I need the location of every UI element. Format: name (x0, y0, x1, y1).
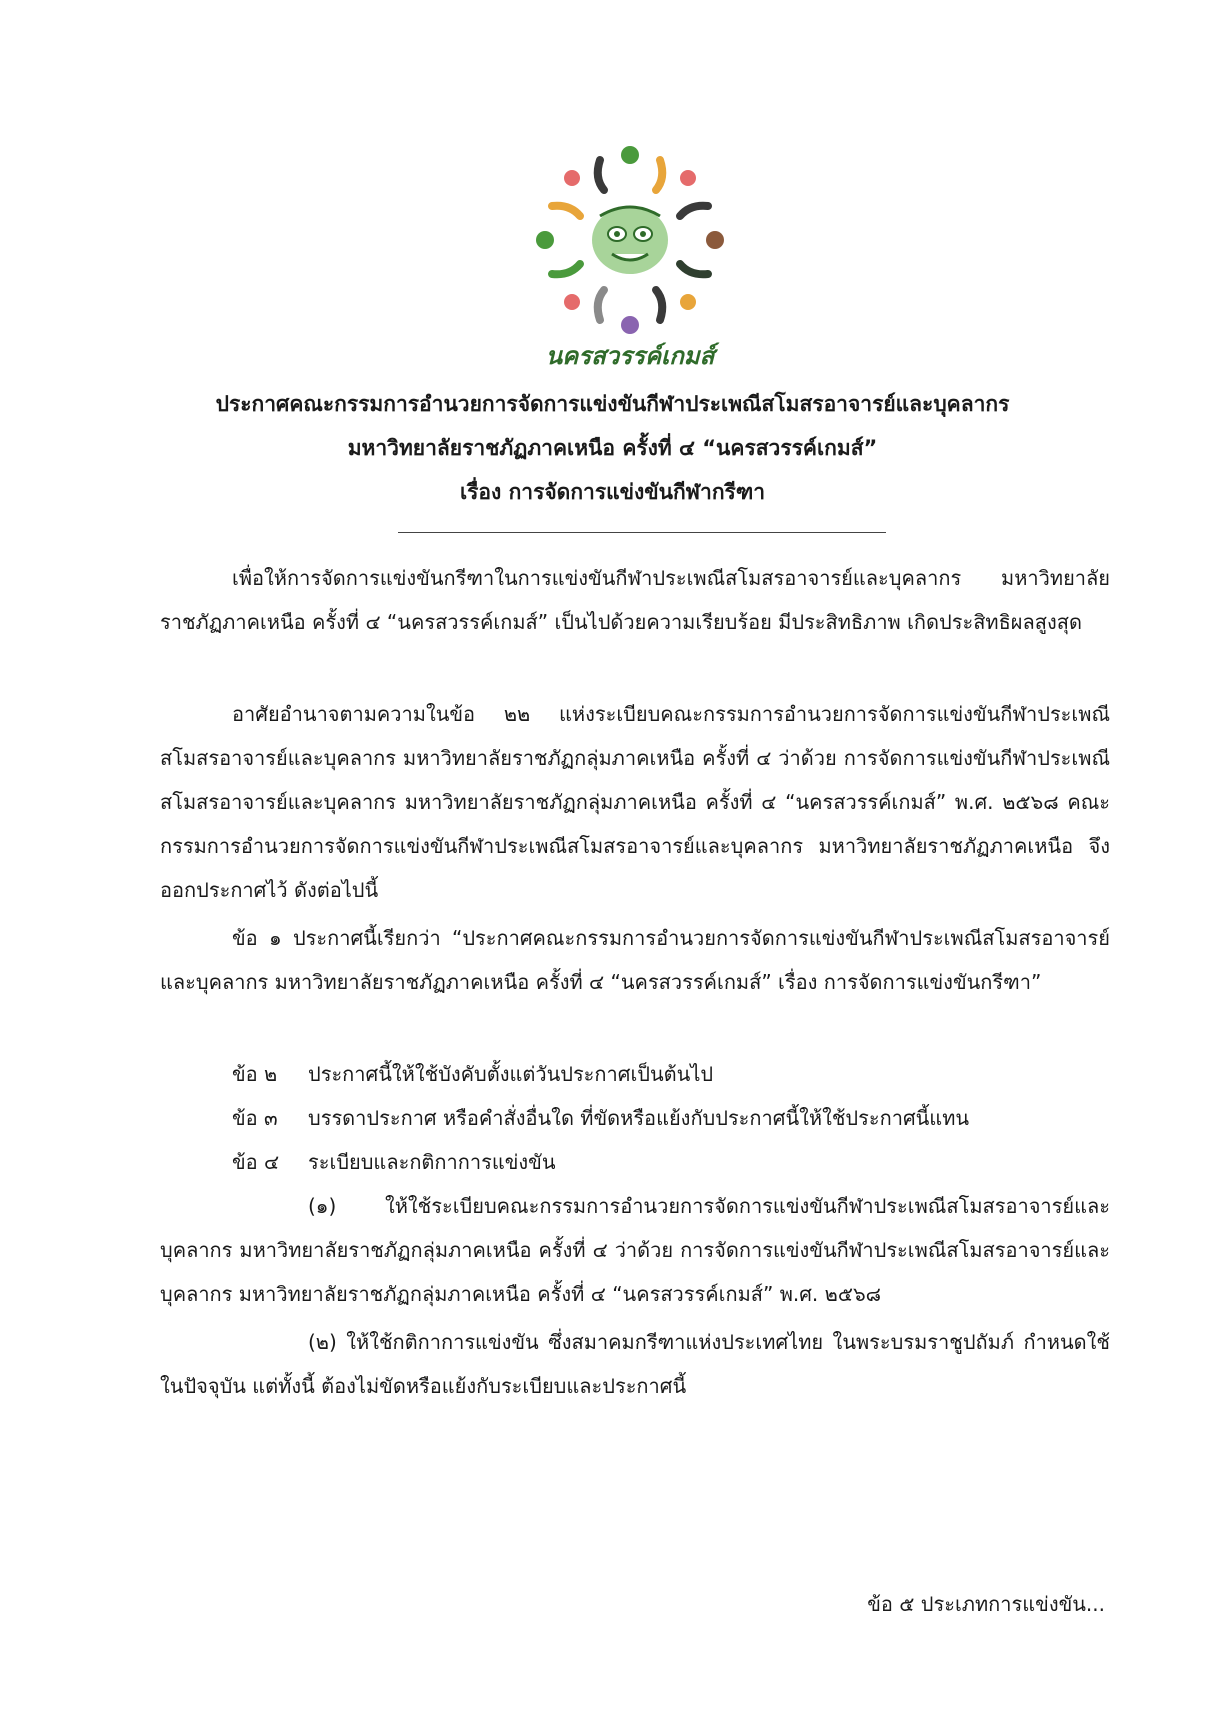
header-line-1: ประกาศคณะกรรมการอำนวยการจัดการแข่งขันกีฬาประเพณีสโมสรอาจารย์และบุคลากร (215, 392, 1010, 416)
clause-2-text: ประกาศนี้ให้ใช้บังคับตั้งแต่วันประกาศเป็นต้นไป (308, 1062, 714, 1086)
header-line-2: มหาวิทยาลัยราชภัฏภาคเหนือ ครั้งที่ ๔ “นครสวรรค์เกมส์” (347, 436, 878, 460)
clause-2 (232, 1052, 713, 1096)
clause-2-number: ข้อ ๒ (232, 1062, 278, 1086)
clause-4-text: ระเบียบและกติกาการแข่งขัน (308, 1150, 556, 1174)
header-divider (398, 532, 886, 533)
clause-4-item-2: (๒) ให้ใช้กติกาการแข่งขัน ซึ่งสมาคมกรีฑาแห่งประเทศไทย ในพระบรมราชูปถัมภ์ กำหนดใช้ในปัจจุบัน แต่ทั้งนี้ ต้องไม่ขัดหรือแย้งกับระเบียบและประกาศนี้ (160, 1330, 1110, 1398)
paragraph-authority: อาศัยอำนาจตามความในข้อ ๒๒ แห่งระเบียบคณะกรรมการอำนวยการจัดการแข่งขันกีฬาประเพณีสโมสรอาจารย์และบุคลากร มหาวิทยาลัยราชภัฏกลุ่มภาคเหนือ ครั้งที่ ๔ ว่าด้วย การจัดการแข่งขันกีฬาประเพณีสโมสรอาจารย์และบุคลากร มหาวิทยาลัยราชภัฏกลุ่มภาคเหนือ ครั้งที่ ๔ “นครสวรรค์เกมส์” พ.ศ. ๒๕๖๘ คณะกรรมการอำนวยการจัดการแข่งขันกีฬาประเพณีสโมสรอาจารย์และบุคลากร มหาวิทยาลัยราชภัฏภาคเหนือ จึงออกประกาศไว้ ดังต่อไปนี้ (160, 702, 1110, 902)
clause-3 (232, 1096, 969, 1140)
clause-4-item-1: (๑) ให้ใช้ระเบียบคณะกรรมการอำนวยการจัดการแข่งขันกีฬาประเพณีสโมสรอาจารย์และบุคลากร มหาวิทยาลัยราชภัฏกลุ่มภาคเหนือ ครั้งที่ ๔ ว่าด้วย การจัดการแข่งขันกีฬาประเพณีสโมสรอาจารย์และบุคลากร มหาวิทยาลัยราชภัฏกลุ่มภาคเหนือ ครั้งที่ ๔ “นครสวรรค์เกมส์” พ.ศ. ๒๕๖๘ (160, 1194, 1110, 1306)
announcement-header (150, 382, 1075, 514)
nakhon-sawan-games-logo (530, 140, 730, 380)
clause-3-number: ข้อ ๓ (232, 1106, 278, 1130)
clause-4 (232, 1140, 556, 1184)
clause-1: ข้อ ๑ ประกาศนี้เรียกว่า “ประกาศคณะกรรมการอำนวยการจัดการแข่งขันกีฬาประเพณีสโมสรอาจารย์และบุคลากร มหาวิทยาลัยราชภัฏภาคเหนือ ครั้งที่ ๔ “นครสวรรค์เกมส์” เรื่อง การจัดการแข่งขันกรีฑา” (160, 926, 1110, 994)
paragraph-purpose: เพื่อให้การจัดการแข่งขันกรีฑาในการแข่งขันกีฬาประเพณีสโมสรอาจารย์และบุคลากร มหาวิทยาลัยราชภัฏภาคเหนือ ครั้งที่ ๔ “นครสวรรค์เกมส์” เป็นไปด้วยความเรียบร้อย มีประสิทธิภาพ เกิดประสิทธิผลสูงสุด (160, 566, 1110, 634)
header-subject: เรื่อง การจัดการแข่งขันกีฬากรีฑา (459, 480, 766, 504)
next-page-continuation: ข้อ ๕ ประเภทการแข่งขัน... (867, 1592, 1105, 1616)
clause-3-text: บรรดาประกาศ หรือคำสั่งอื่นใด ที่ขัดหรือแย้งกับประกาศนี้ให้ใช้ประกาศนี้แทน (308, 1106, 970, 1130)
logo-wordmark: นครสวรรค์เกมส์ (545, 341, 715, 370)
clause-4-number: ข้อ ๔ (232, 1150, 280, 1174)
